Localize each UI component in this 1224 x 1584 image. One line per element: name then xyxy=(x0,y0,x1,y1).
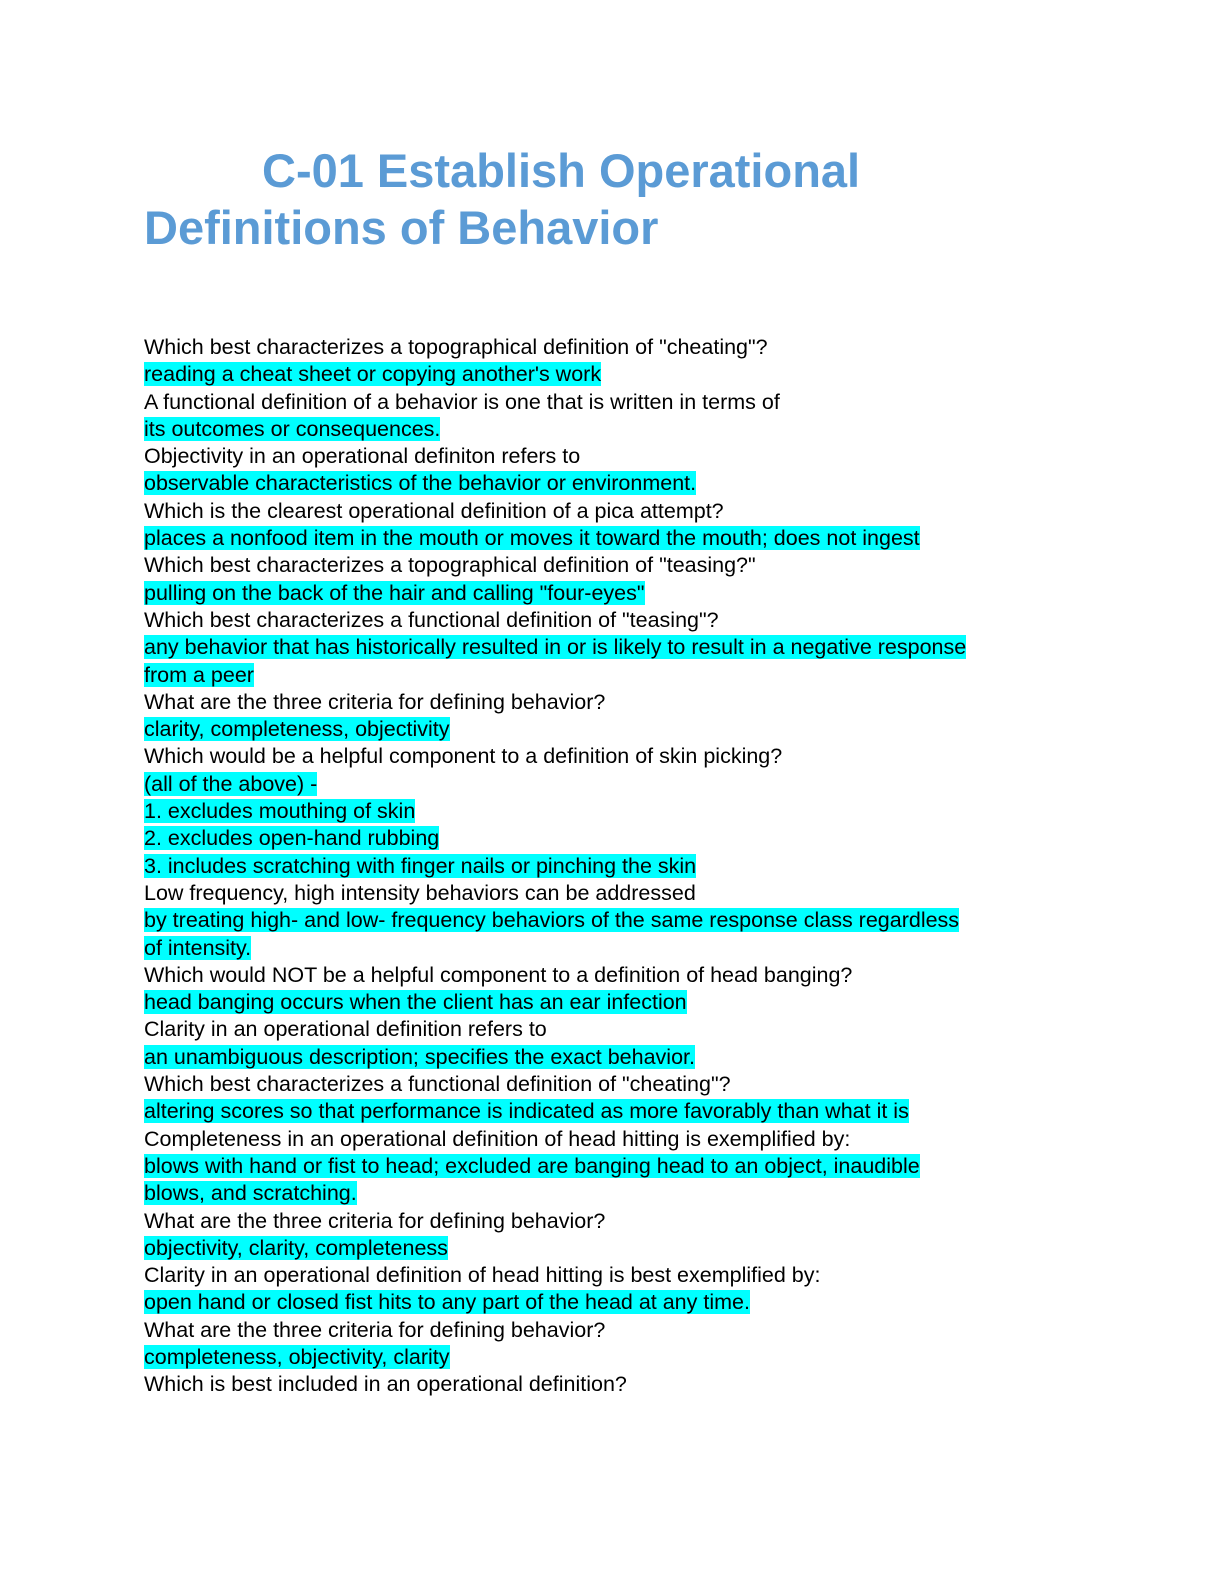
answer-text xyxy=(144,1153,1084,1208)
answer-highlight: by treating high- and low- frequency behaviors of the same response class regardless xyxy=(144,908,960,933)
answer-text xyxy=(144,470,1084,497)
question-text: Clarity in an operational definition of head hitting is best exemplified by: xyxy=(144,1263,821,1288)
question-text: Low frequency, high intensity behaviors can be addressed xyxy=(144,880,696,905)
answer-highlight: open hand or closed fist hits to any part of the head at any time. xyxy=(144,1290,750,1315)
answer-highlight: an unambiguous description; specifies the exact behavior. xyxy=(144,1044,695,1069)
answer-text xyxy=(144,716,1084,743)
answer-text xyxy=(144,416,1084,443)
question-text: Which best characterizes a topographical definition of "teasing?" xyxy=(144,553,756,578)
answer-highlight: blows with hand or fist to head; excluded are banging head to an object, inaudible xyxy=(144,1153,920,1178)
question-text: Which best characterizes a topographical definition of "cheating"? xyxy=(144,335,768,359)
question-text: A functional definition of a behavior is one that is written in terms of xyxy=(144,389,780,414)
question-text: Clarity in an operational definition refers to xyxy=(144,1017,547,1042)
question-text: Which would NOT be a helpful component to a definition of head banging? xyxy=(144,962,853,987)
question-text: Which would be a helpful component to a definition of skin picking? xyxy=(144,744,783,769)
document-title xyxy=(144,142,1104,256)
answer-text xyxy=(144,634,1084,689)
answer-highlight: 1. excludes mouthing of skin xyxy=(144,799,416,824)
answer-highlight: pulling on the back of the hair and calling "four-eyes" xyxy=(144,580,645,605)
question-text: Which is best included in an operational definition? xyxy=(144,1372,627,1397)
answer-highlight: reading a cheat sheet or copying another's work xyxy=(144,362,602,387)
answer-highlight: 3. includes scratching with finger nails or pinching the skin xyxy=(144,853,697,878)
title-line-1: C-01 Establish Operational xyxy=(262,144,861,197)
question-text: What are the three criteria for defining behavior? xyxy=(144,689,606,714)
answer-text xyxy=(144,1235,1084,1262)
answer-highlight: head banging occurs when the client has an ear infection xyxy=(144,990,687,1015)
answer-highlight: observable characteristics of the behavior or environment. xyxy=(144,471,697,496)
answer-text xyxy=(144,580,1084,607)
question-text: Completeness in an operational definition of head hitting is exemplified by: xyxy=(144,1126,851,1151)
answer-highlight: places a nonfood item in the mouth or moves it toward the mouth; does not ingest xyxy=(144,526,920,551)
question-text: What are the three criteria for defining behavior? xyxy=(144,1208,606,1233)
title-line-2: Definitions of Behavior xyxy=(144,201,659,254)
answer-highlight: objectivity, clarity, completeness xyxy=(144,1235,448,1260)
answer-highlight: from a peer xyxy=(144,662,254,687)
answer-highlight: of intensity. xyxy=(144,935,252,960)
answer-highlight: blows, and scratching. xyxy=(144,1181,357,1206)
answer-highlight: (all of the above) - xyxy=(144,771,318,796)
answer-text xyxy=(144,1344,1084,1371)
answer-highlight: 2. excludes open-hand rubbing xyxy=(144,826,440,851)
question-text: Which is the clearest operational definition of a pica attempt? xyxy=(144,498,724,523)
question-text: Which best characterizes a functional definition of "teasing"? xyxy=(144,607,719,632)
answer-text xyxy=(144,1044,1084,1071)
question-text: Objectivity in an operational definiton refers to xyxy=(144,444,581,469)
answer-text xyxy=(144,1289,1084,1316)
answer-text xyxy=(144,1098,1084,1125)
answer-highlight: altering scores so that performance is indicated as more favorably than what it is xyxy=(144,1099,909,1124)
answer-highlight: completeness, objectivity, clarity xyxy=(144,1344,450,1369)
question-text: What are the three criteria for defining behavior? xyxy=(144,1317,606,1342)
question-answer-list xyxy=(144,334,1084,1399)
answer-text xyxy=(144,989,1084,1016)
answer-text xyxy=(144,907,1084,962)
question-text: Which best characterizes a functional definition of "cheating"? xyxy=(144,1072,731,1097)
answer-highlight: its outcomes or consequences. xyxy=(144,416,441,441)
answer-highlight: clarity, completeness, objectivity xyxy=(144,717,450,742)
answer-text xyxy=(144,771,1084,880)
answer-text xyxy=(144,361,1084,388)
answer-text xyxy=(144,525,1084,552)
answer-highlight: any behavior that has historically resulted in or is likely to result in a negative response xyxy=(144,635,967,660)
